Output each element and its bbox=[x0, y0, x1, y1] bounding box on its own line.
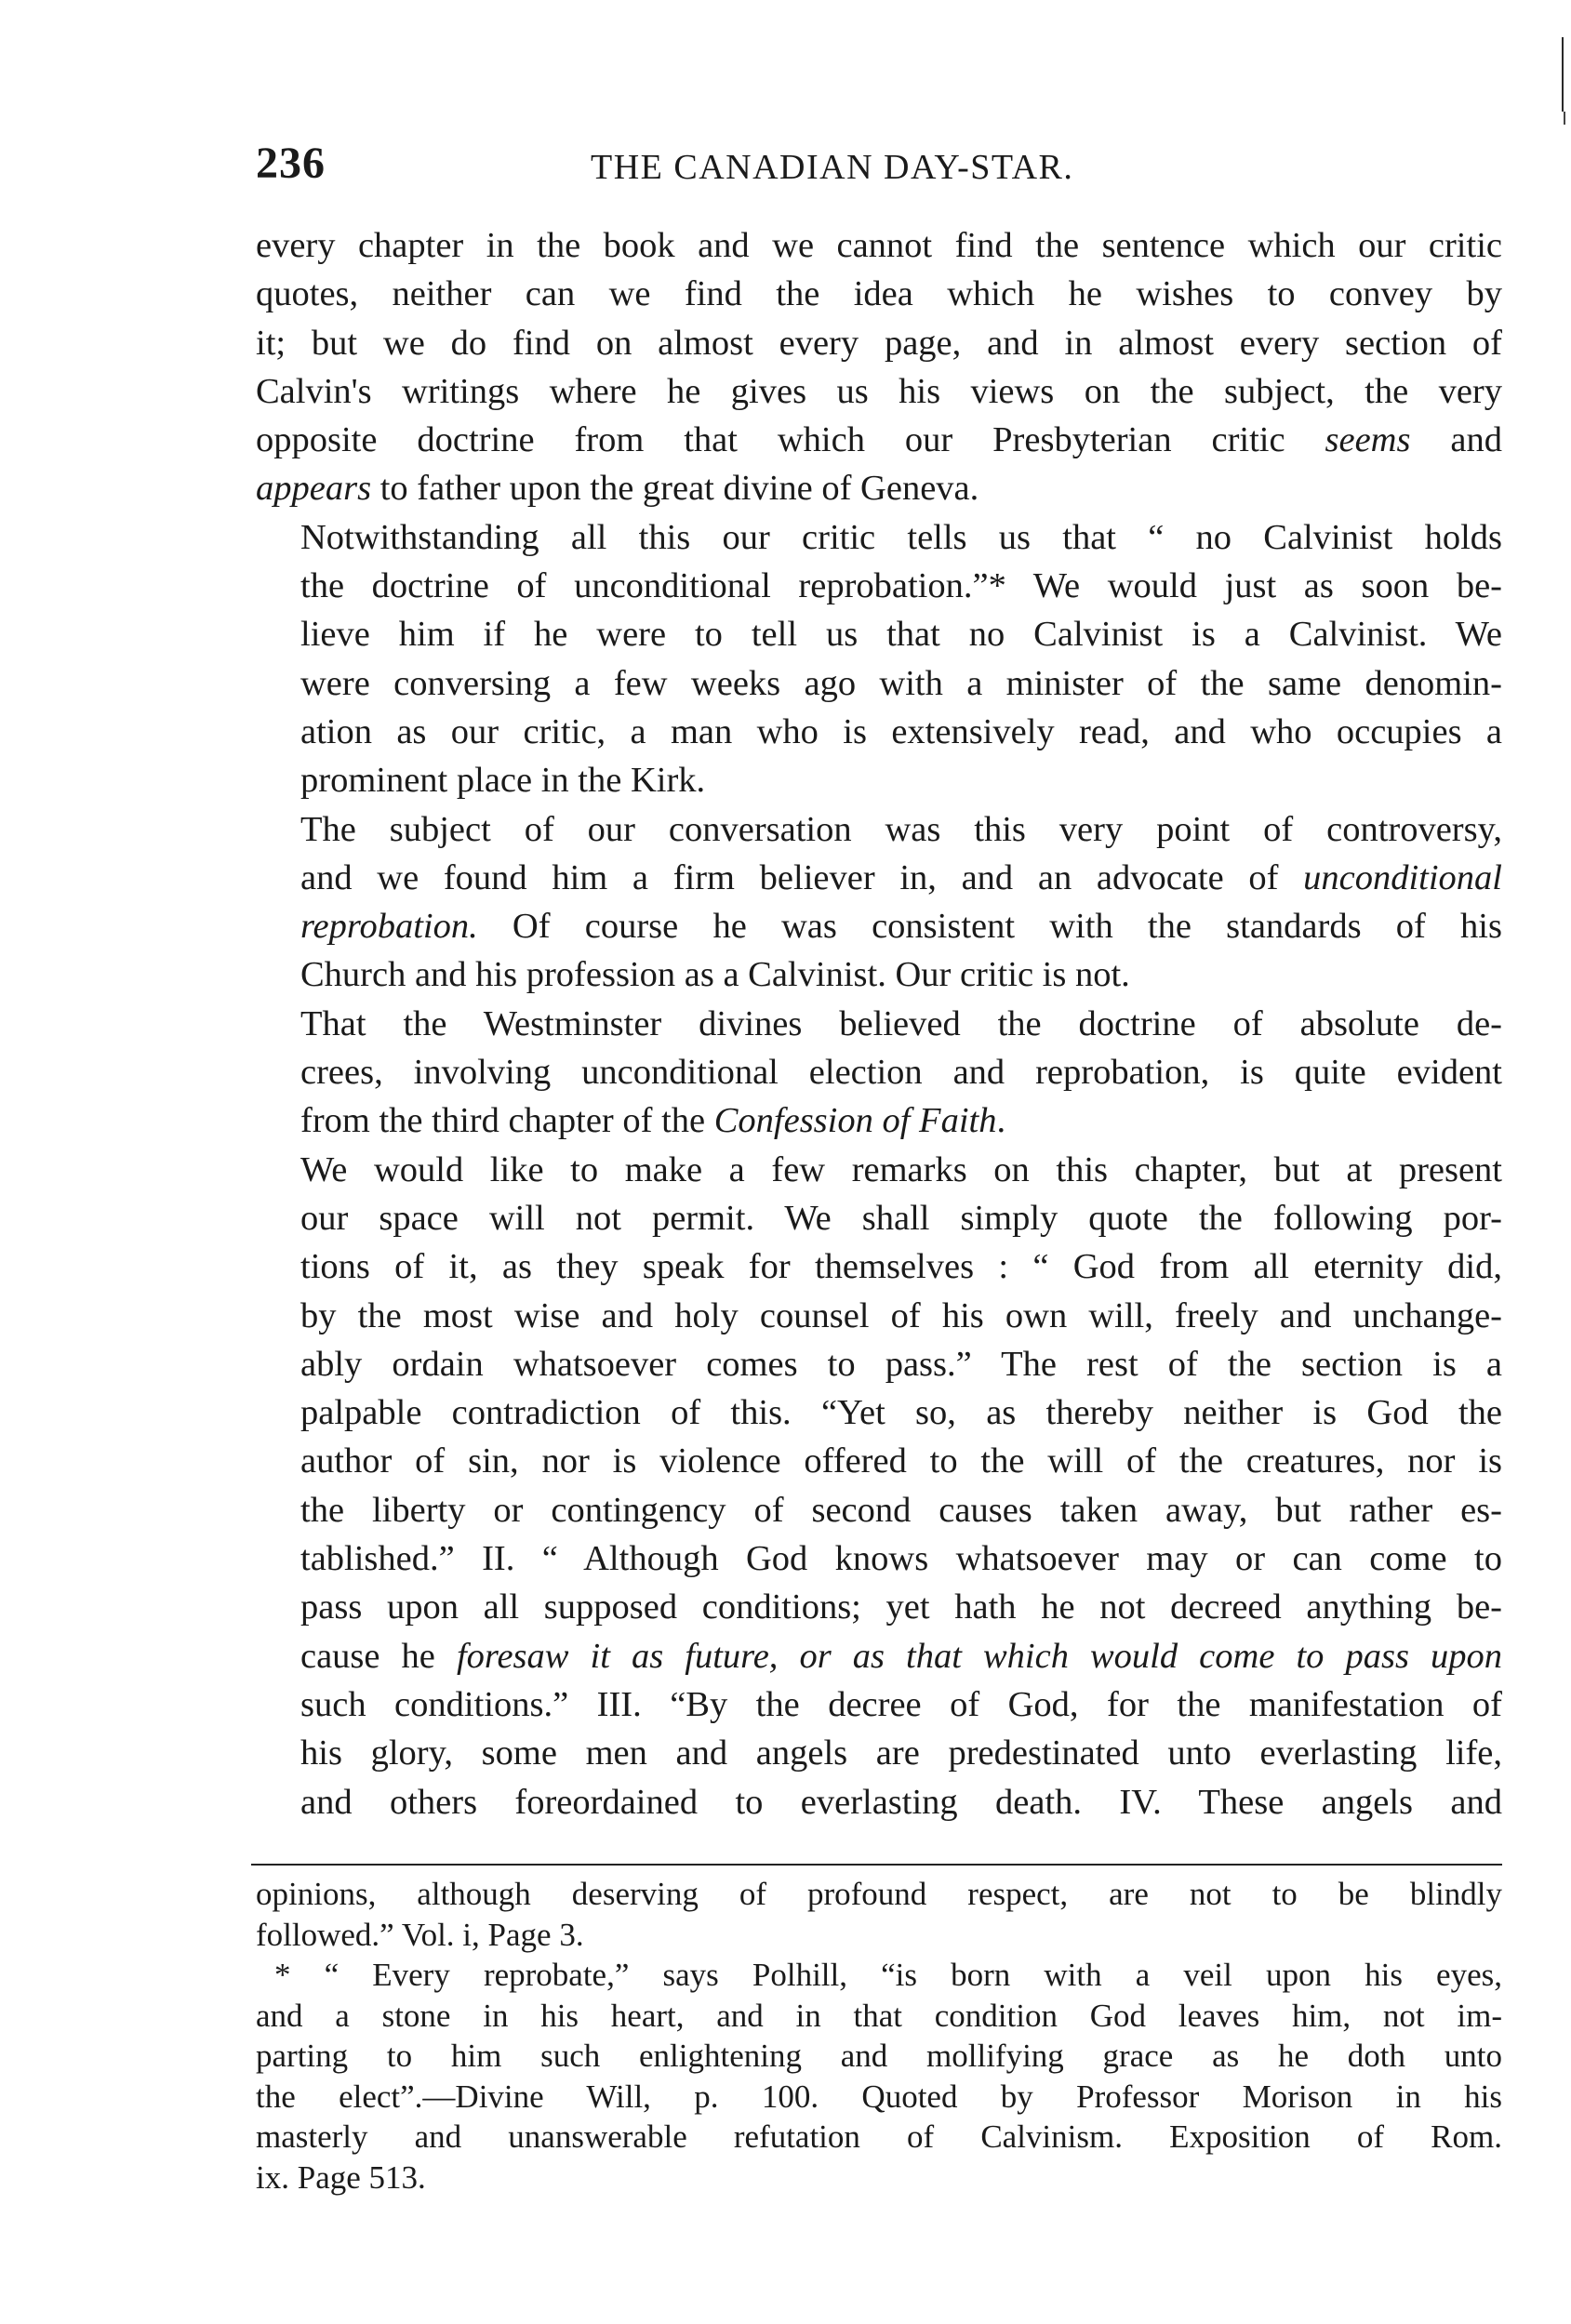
text-run: from the third chapter of the bbox=[300, 1101, 714, 1141]
text-run: to father upon the great divine of Geneva. bbox=[371, 469, 979, 509]
text-line: every chapter in the book and we cannot find the sentence which our critic bbox=[256, 226, 1502, 265]
text-line: quotes, neither can we find the idea which he wishes to convey by bbox=[256, 274, 1502, 314]
italic-run: appears bbox=[256, 469, 372, 509]
text-line: pass upon all supposed conditions; yet hath he not decreed anything be- bbox=[300, 1587, 1502, 1627]
text-line bbox=[256, 902, 1502, 950]
footnote-line: * “ Every reprobate,” says Polhill, “is born with a veil upon his eyes, bbox=[274, 1957, 1502, 1993]
footnotes bbox=[256, 1874, 1502, 2198]
text-line: That the Westminster divines believed the doctrine of absolute de- bbox=[300, 1003, 1502, 1043]
text-run: . bbox=[996, 1101, 1006, 1141]
paragraph-2 bbox=[256, 513, 1502, 805]
footnote-line: followed.” Vol. i, Page 3. bbox=[256, 1916, 584, 1953]
italic-run: seems bbox=[1325, 420, 1411, 460]
paragraph-1 bbox=[256, 221, 1502, 513]
text-line: Church and his profession as a Calvinist. Our critic is not. bbox=[300, 955, 1130, 995]
footnote-rule bbox=[251, 1864, 1502, 1866]
text-line: our space will not permit. We shall simply quote the following por- bbox=[300, 1198, 1502, 1238]
text-line: author of sin, nor is violence offered to the will of the creatures, nor is bbox=[300, 1441, 1502, 1481]
text-line: it; but we do find on almost every page, and in almost every section of bbox=[256, 323, 1502, 363]
scan-edge-dot bbox=[1564, 112, 1565, 125]
footnote-line: the elect”.—Divine Will, p. 100. Quoted by Professor Morison in his bbox=[256, 2078, 1502, 2115]
text-line: were conversing a few weeks ago with a minister of the same denomin- bbox=[300, 663, 1502, 703]
text-line bbox=[256, 1096, 1502, 1145]
page-number: 236 bbox=[256, 139, 326, 188]
text-line: the liberty or contingency of second causes taken away, but rather es- bbox=[300, 1490, 1502, 1530]
footnote-line: parting to him such enlightening and mollifying grace as he doth unto bbox=[256, 2038, 1502, 2074]
text-line bbox=[256, 416, 1502, 464]
footnote-star bbox=[256, 1955, 1502, 2198]
footnote-line: opinions, although deserving of profound respect, are not to be blindly bbox=[256, 1876, 1502, 1912]
text-line: Calvin's writings where he gives us his views on the subject, the very bbox=[256, 371, 1502, 411]
italic-run: Confession of Faith bbox=[713, 1101, 997, 1141]
text-run: and bbox=[1410, 420, 1502, 460]
text-run: Of course he was consistent with the standards of his bbox=[477, 907, 1502, 947]
footnote-line: ix. Page 513. bbox=[256, 2158, 426, 2196]
footnote-line: masterly and unanswerable refutation of Calvinism. Exposition of Rom. bbox=[256, 2118, 1502, 2155]
text-line: and others foreordained to everlasting death. IV. These angels and bbox=[300, 1782, 1502, 1822]
italic-run: reprobation. bbox=[300, 907, 478, 947]
text-line: tablished.” II. “ Although God knows whatsoever may or can come to bbox=[300, 1539, 1502, 1579]
text-line: We would like to make a few remarks on this chapter, but at present bbox=[300, 1149, 1502, 1189]
text-line: such conditions.” III. “By the decree of God, for the manifestation of bbox=[300, 1684, 1502, 1724]
text-line bbox=[256, 854, 1502, 902]
footnote-line: and a stone in his heart, and in that condition God leaves him, not im- bbox=[256, 1997, 1502, 2034]
italic-run: foresaw it as future, or as that which would come to pass upon bbox=[456, 1636, 1502, 1676]
text-line: prominent place in the Kirk. bbox=[300, 761, 706, 801]
running-head bbox=[256, 138, 1502, 188]
text-line bbox=[256, 464, 1502, 512]
text-line: ably ordain whatsoever comes to pass.” The rest of the section is a bbox=[300, 1344, 1502, 1384]
text-line: his glory, some men and angels are predestinated unto everlasting life, bbox=[300, 1733, 1502, 1773]
italic-run: unconditional bbox=[1303, 857, 1502, 897]
scan-edge-mark bbox=[1562, 37, 1564, 112]
text-line: lieve him if he were to tell us that no Calvinist is a Calvinist. We bbox=[300, 615, 1502, 655]
running-title: THE CANADIAN DAY-STAR. bbox=[591, 148, 1074, 187]
text-line: tions of it, as they speak for themselves : “ God from all eternity did, bbox=[300, 1247, 1502, 1287]
paragraph-3 bbox=[256, 805, 1502, 1000]
text-run: and we found him a firm believer in, and an advocate of bbox=[300, 857, 1304, 897]
footnote-continued bbox=[256, 1874, 1502, 1955]
text-run: opposite doctrine from that which our Presbyterian critic bbox=[256, 420, 1325, 460]
paragraph-5 bbox=[256, 1146, 1502, 1826]
text-line: the doctrine of unconditional reprobation.”* We would just as soon be- bbox=[300, 566, 1502, 606]
paragraph-4 bbox=[256, 1000, 1502, 1146]
body-text bbox=[256, 221, 1502, 1826]
text-line: ation as our critic, a man who is extensively read, and who occupies a bbox=[300, 711, 1502, 751]
text-line bbox=[256, 1632, 1502, 1680]
text-line: palpable contradiction of this. “Yet so, as thereby neither is God the bbox=[300, 1393, 1502, 1433]
text-line: crees, involving unconditional election and reprobation, is quite evident bbox=[300, 1053, 1502, 1093]
text-line: Notwithstanding all this our critic tells us that “ no Calvinist holds bbox=[300, 517, 1502, 557]
text-run: cause he bbox=[300, 1636, 457, 1676]
text-line: The subject of our conversation was this very point of controversy, bbox=[300, 809, 1502, 849]
text-line: by the most wise and holy counsel of his own will, freely and unchange- bbox=[300, 1295, 1502, 1335]
